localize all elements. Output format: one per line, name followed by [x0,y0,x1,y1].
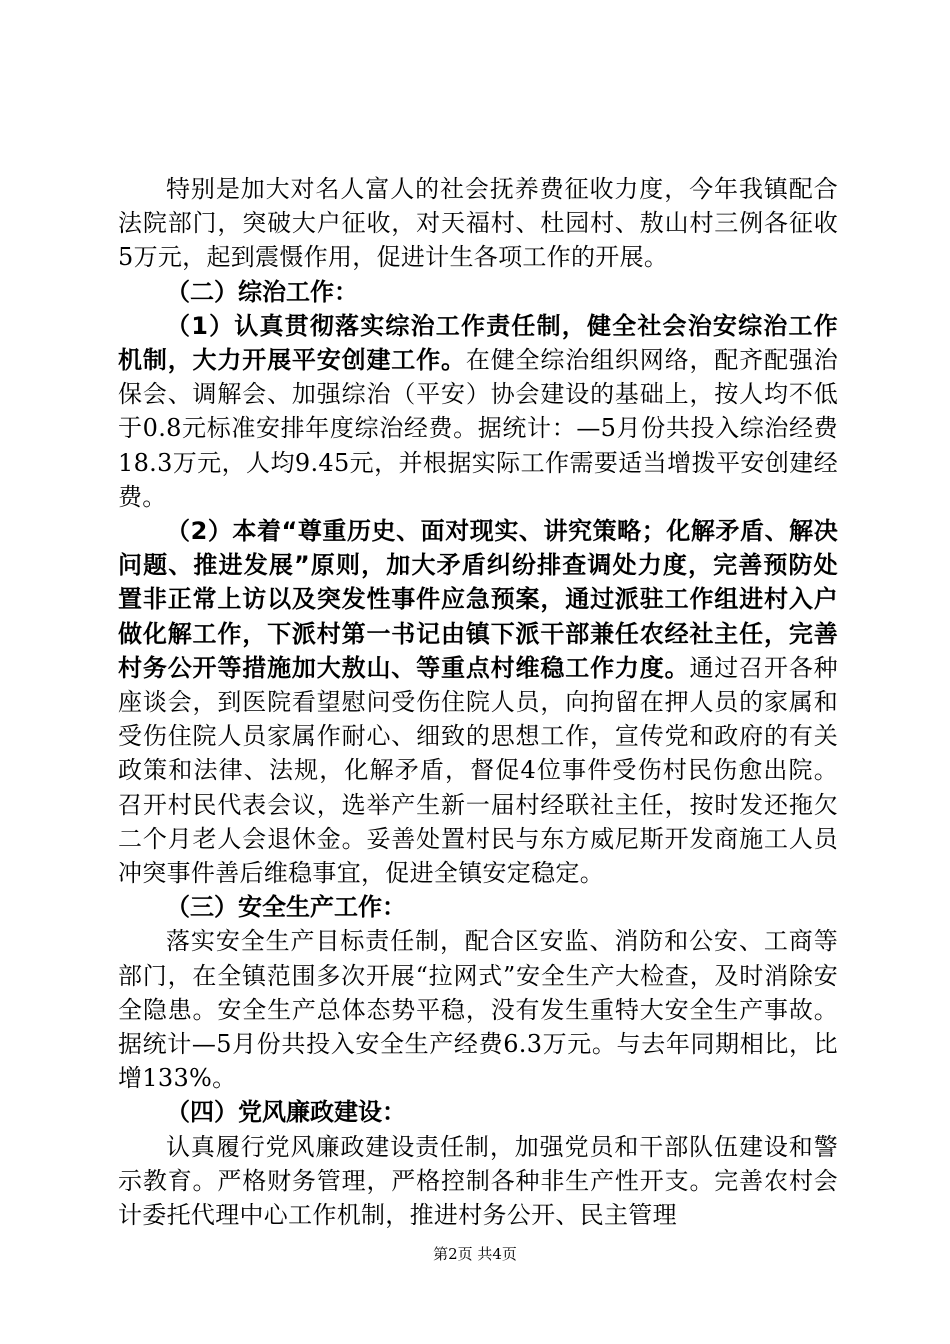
document-body [118,172,838,1232]
paragraph-governance-responsibility [118,309,838,514]
section-heading-work-safety: （三）安全生产工作： [166,893,406,922]
section-heading-comprehensive-governance: （二）综治工作： [166,277,358,306]
paragraph-text: 通过召开各种座谈会，到医院看望慰问受伤住院人员，向拘留在押人员的家属和受伤住院人员家属作耐心、细致的思想工作，宣传党和政府的有关政策和法律、法规，化解矛盾，督促4位事件受伤村民伤愈出院。召开村民代表会议，选举产生新一届村经联社主任，按时发还拖欠二个月老人会退休金。妥善处置村民与东方威尼斯开发商施工人员冲突事件善后维稳事宜，促进全镇安定稳定。 [118,653,838,888]
paragraph-text: 在健全综治组织网络，配齐配强治保会、调解会、加强综治（平安）协会建设的基础上，按人均不低于0.8元标准安排年度综治经费。据统计：—5月份共投入综治经费18.3万元，人均9.45元，并根据实际工作需要适当增拨平安创建经费。 [118,346,839,511]
paragraph-dispute-resolution [118,514,838,890]
paragraph-lead: （1）认真贯彻落实综治工作责任制，健全社会治安综治工作机制，大力开展平安创建工作。 [118,311,838,375]
paragraph-birth-control-fees [118,172,838,275]
paragraph-text: 落实安全生产目标责任制，配合区安监、消防和公安、工商等部门，在全镇范围多次开展“拉网式”安全生产大检查，及时消除安全隐患。安全生产总体态势平稳，没有发生重特大安全生产事故。据统计—5月份共投入安全生产经费6.3万元。与去年同期相比，比增133%。 [118,927,838,1093]
paragraph-text: 认真履行党风廉政建设责任制，加强党员和干部队伍建设和警示教育。严格财务管理，严格控制各种非生产性开支。完善农村会计委托代理中心工作机制，推进村务公开、民主管理 [118,1132,838,1230]
paragraph-text: 特别是加大对名人富人的社会抚养费征收力度，今年我镇配合法院部门，突破大户征收，对天福村、杜园村、敖山村三例各征收5万元，起到震慑作用，促进计生各项工作的开展。 [118,175,838,272]
paragraph-lead: （2）本着“尊重历史、面对现实、讲究策略；化解矛盾、解决问题、推进发展”原则，加大矛盾纠纷排查调处力度，完善预防处置非正常上访以及突发性事件应急预案，通过派驻工作组进村入户做化解工作，下派村第一书记由镇下派干部兼任农经社主任，完善村务公开等措施加大敖山、等重点村维稳工作力度。 [118,517,838,682]
page-number-footer: 第2页 共4页 [433,1245,517,1263]
paragraph-party-integrity [118,1130,838,1233]
paragraph-work-safety [118,924,838,1095]
section-heading-party-integrity: （四）党风廉政建设： [166,1098,406,1127]
